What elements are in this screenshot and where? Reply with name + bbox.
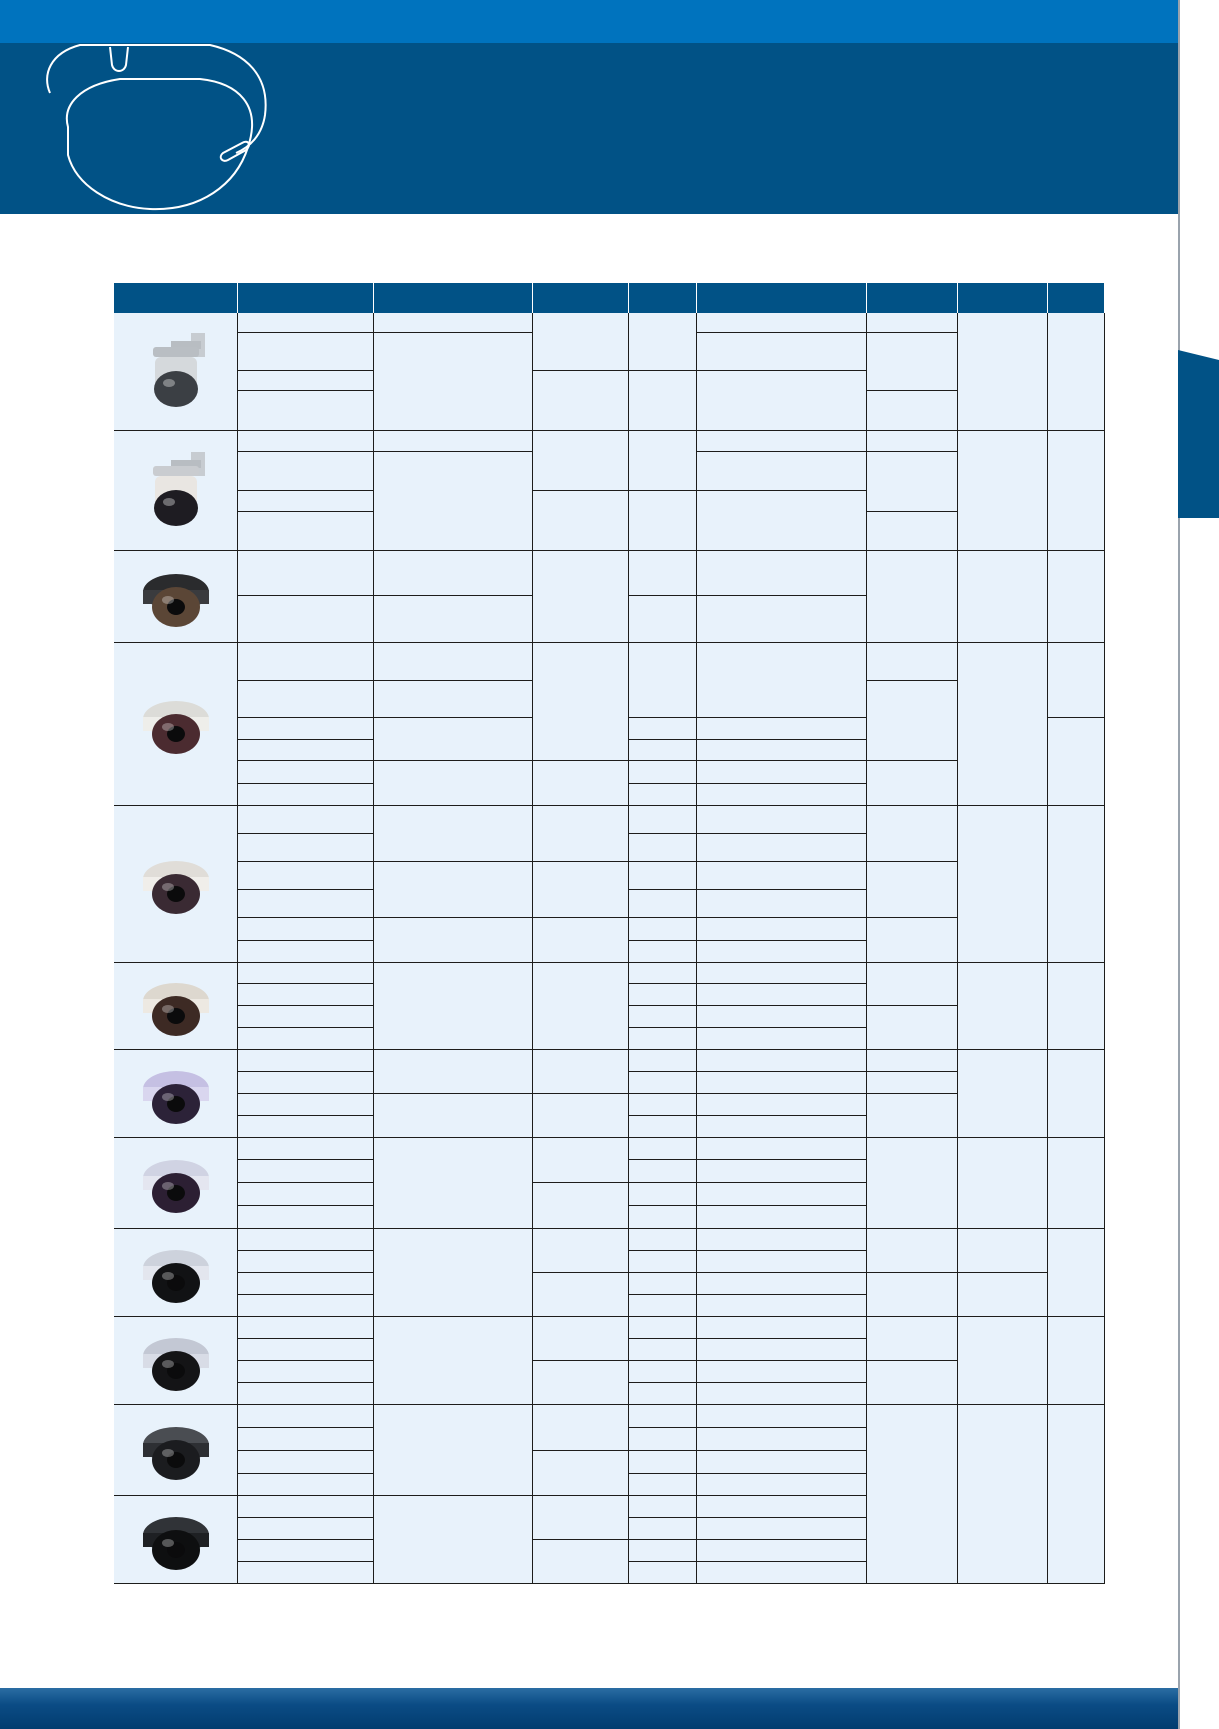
table-cell bbox=[374, 596, 533, 643]
table-cell bbox=[697, 1273, 867, 1295]
table-cell bbox=[238, 1428, 374, 1451]
header-banner bbox=[0, 43, 1178, 214]
table-cell bbox=[533, 1540, 629, 1584]
table-cell bbox=[238, 1451, 374, 1474]
table-cell bbox=[1048, 1229, 1105, 1317]
table-cell bbox=[1048, 963, 1105, 1050]
table-cell bbox=[629, 1562, 697, 1584]
table-cell bbox=[697, 963, 867, 984]
table-cell bbox=[958, 963, 1048, 1050]
table-cell bbox=[238, 1094, 374, 1116]
table-cell bbox=[374, 1405, 533, 1496]
table-cell bbox=[697, 890, 867, 918]
table-cell bbox=[374, 452, 533, 551]
product-photo-cell bbox=[114, 1138, 238, 1229]
product-photo-cell bbox=[114, 643, 238, 806]
table-cell bbox=[533, 1317, 629, 1361]
table-cell bbox=[867, 806, 958, 862]
table-cell bbox=[697, 1050, 867, 1072]
table-cell bbox=[697, 1183, 867, 1206]
table-cell bbox=[629, 761, 697, 784]
table-cell bbox=[867, 1072, 958, 1094]
table-cell bbox=[697, 1428, 867, 1451]
table-cell bbox=[867, 963, 958, 1006]
table-cell bbox=[238, 890, 374, 918]
table-cell bbox=[629, 643, 697, 718]
table-cell bbox=[374, 431, 533, 452]
table-cell bbox=[374, 761, 533, 806]
table-header-cell bbox=[374, 283, 533, 313]
table-cell bbox=[1048, 1138, 1105, 1229]
white-compact-dome-photo bbox=[131, 1138, 221, 1228]
table-cell bbox=[697, 1229, 867, 1251]
table-cell bbox=[629, 1383, 697, 1405]
table-cell bbox=[958, 643, 1048, 806]
ptz-wall-mount-dome-photo bbox=[131, 327, 221, 417]
table-cell bbox=[629, 1317, 697, 1339]
product-photo-cell bbox=[114, 1317, 238, 1405]
product-photo-cell bbox=[114, 1405, 238, 1496]
table-cell bbox=[697, 333, 867, 371]
table-cell bbox=[629, 718, 697, 740]
table-cell bbox=[629, 1361, 697, 1383]
table-cell bbox=[697, 1006, 867, 1028]
table-cell bbox=[629, 784, 697, 806]
table-cell bbox=[867, 431, 958, 452]
table-cell bbox=[533, 1138, 629, 1183]
table-cell bbox=[629, 371, 697, 431]
product-photo-cell bbox=[114, 1496, 238, 1584]
table-cell bbox=[629, 1116, 697, 1138]
table-cell bbox=[958, 1273, 1048, 1317]
table-cell bbox=[867, 643, 958, 681]
table-cell bbox=[238, 1229, 374, 1251]
spec-table bbox=[114, 283, 1105, 1583]
table-cell bbox=[238, 761, 374, 784]
table-cell bbox=[238, 681, 374, 718]
table-cell bbox=[533, 1273, 629, 1317]
table-cell bbox=[533, 1229, 629, 1273]
table-cell bbox=[697, 1138, 867, 1160]
table-cell bbox=[958, 1050, 1048, 1138]
product-photo-cell bbox=[114, 313, 238, 431]
table-cell bbox=[697, 452, 867, 491]
table-cell bbox=[374, 313, 533, 333]
table-cell bbox=[238, 1540, 374, 1562]
table-cell bbox=[238, 806, 374, 834]
table-cell bbox=[533, 643, 629, 761]
table-cell bbox=[533, 1361, 629, 1405]
table-cell bbox=[238, 1050, 374, 1072]
table-cell bbox=[697, 1295, 867, 1317]
table-cell bbox=[958, 806, 1048, 963]
product-photo-cell bbox=[114, 806, 238, 963]
table-cell bbox=[697, 1540, 867, 1562]
table-cell bbox=[629, 1072, 697, 1094]
product-photo-cell bbox=[114, 1050, 238, 1138]
table-cell bbox=[238, 984, 374, 1006]
table-cell bbox=[697, 1474, 867, 1496]
black-lens-dome-photo bbox=[131, 1228, 221, 1318]
table-cell bbox=[533, 431, 629, 491]
table-cell bbox=[533, 491, 629, 551]
table-cell bbox=[867, 512, 958, 551]
table-cell bbox=[1048, 1317, 1105, 1405]
table-cell bbox=[697, 1361, 867, 1383]
table-cell bbox=[697, 718, 867, 740]
table-cell bbox=[697, 740, 867, 761]
table-header-cell bbox=[114, 283, 238, 313]
table-cell bbox=[697, 862, 867, 890]
table-cell bbox=[533, 313, 629, 371]
table-cell bbox=[533, 862, 629, 918]
table-cell bbox=[238, 1206, 374, 1229]
table-cell bbox=[374, 1138, 533, 1229]
table-cell bbox=[238, 1116, 374, 1138]
black-mini-dome-photo bbox=[131, 1405, 221, 1495]
table-cell bbox=[629, 834, 697, 862]
table-cell bbox=[629, 1251, 697, 1273]
table-cell bbox=[958, 1138, 1048, 1229]
table-cell bbox=[867, 918, 958, 963]
top-color-strip bbox=[0, 0, 1178, 43]
table-cell bbox=[629, 313, 697, 371]
table-cell bbox=[697, 1383, 867, 1405]
table-cell bbox=[697, 1072, 867, 1094]
table-cell bbox=[867, 1405, 958, 1584]
table-cell bbox=[697, 984, 867, 1006]
footer-bar bbox=[0, 1688, 1178, 1729]
table-cell bbox=[629, 1540, 697, 1562]
table-cell bbox=[697, 1518, 867, 1540]
table-cell bbox=[629, 1094, 697, 1116]
table-cell bbox=[1048, 806, 1105, 963]
table-cell bbox=[629, 1138, 697, 1160]
table-cell bbox=[374, 1496, 533, 1584]
table-cell bbox=[867, 862, 958, 918]
table-cell bbox=[697, 431, 867, 452]
table-cell bbox=[867, 1094, 958, 1138]
table-cell bbox=[533, 918, 629, 963]
dark-ceiling-dome-photo bbox=[131, 552, 221, 642]
table-cell bbox=[238, 371, 374, 391]
table-cell bbox=[629, 1160, 697, 1183]
dome-camera-outline-icon bbox=[40, 43, 280, 214]
table-cell bbox=[374, 1229, 533, 1317]
table-cell bbox=[958, 313, 1048, 431]
table-cell bbox=[374, 918, 533, 963]
chapter-tab bbox=[1178, 350, 1219, 518]
table-cell bbox=[238, 740, 374, 761]
table-cell bbox=[238, 1183, 374, 1206]
table-cell bbox=[238, 431, 374, 452]
table-cell bbox=[238, 1160, 374, 1183]
table-cell bbox=[533, 761, 629, 806]
table-cell bbox=[238, 596, 374, 643]
table-cell bbox=[1048, 643, 1105, 718]
vandal-ir-dome-photo bbox=[131, 679, 221, 769]
table-cell bbox=[238, 1339, 374, 1361]
table-cell bbox=[238, 918, 374, 941]
table-cell bbox=[533, 1094, 629, 1138]
table-cell bbox=[697, 1451, 867, 1474]
table-cell bbox=[533, 1050, 629, 1094]
table-cell bbox=[533, 963, 629, 1050]
table-cell bbox=[867, 1138, 958, 1229]
table-cell bbox=[533, 1451, 629, 1496]
table-cell bbox=[629, 596, 697, 643]
table-cell bbox=[629, 1050, 697, 1072]
table-cell bbox=[867, 761, 958, 806]
table-cell bbox=[374, 1317, 533, 1405]
table-cell bbox=[697, 1496, 867, 1518]
table-cell bbox=[238, 452, 374, 491]
table-cell bbox=[867, 1361, 958, 1405]
table-cell bbox=[629, 551, 697, 596]
table-cell bbox=[867, 1006, 958, 1050]
table-cell bbox=[629, 806, 697, 834]
table-header-cell bbox=[1048, 283, 1105, 313]
table-cell bbox=[238, 1295, 374, 1317]
table-cell bbox=[629, 740, 697, 761]
table-cell bbox=[374, 806, 533, 862]
table-cell bbox=[958, 1317, 1048, 1405]
table-cell bbox=[374, 681, 533, 718]
table-cell bbox=[374, 862, 533, 918]
table-cell bbox=[1048, 1050, 1105, 1138]
table-cell bbox=[867, 1273, 958, 1317]
page-edge-rule bbox=[1178, 0, 1180, 1729]
table-cell bbox=[238, 333, 374, 371]
table-cell bbox=[867, 333, 958, 391]
product-photo-cell bbox=[114, 963, 238, 1050]
black-small-dome-photo bbox=[131, 1495, 221, 1585]
table-cell bbox=[867, 1050, 958, 1072]
table-cell bbox=[958, 551, 1048, 643]
table-cell bbox=[238, 963, 374, 984]
table-cell bbox=[958, 1229, 1048, 1273]
table-cell bbox=[867, 551, 958, 643]
table-cell bbox=[238, 512, 374, 551]
violet-dome-photo bbox=[131, 1049, 221, 1139]
table-cell bbox=[238, 1072, 374, 1094]
table-cell bbox=[697, 941, 867, 963]
table-cell bbox=[697, 1116, 867, 1138]
table-cell bbox=[238, 1317, 374, 1339]
table-cell bbox=[629, 1028, 697, 1050]
table-cell bbox=[238, 1474, 374, 1496]
table-header-cell bbox=[867, 283, 958, 313]
table-cell bbox=[533, 806, 629, 862]
table-cell bbox=[1048, 718, 1105, 806]
table-cell bbox=[867, 313, 958, 333]
table-cell bbox=[238, 1138, 374, 1160]
table-cell bbox=[697, 643, 867, 718]
table-cell bbox=[1048, 431, 1105, 551]
table-cell bbox=[238, 1383, 374, 1405]
table-cell bbox=[238, 1518, 374, 1540]
table-cell bbox=[697, 596, 867, 643]
table-cell bbox=[697, 1206, 867, 1229]
table-cell bbox=[238, 1028, 374, 1050]
table-cell bbox=[629, 918, 697, 941]
table-cell bbox=[374, 1050, 533, 1094]
table-cell bbox=[238, 862, 374, 890]
table-cell bbox=[629, 1518, 697, 1540]
table-cell bbox=[629, 1474, 697, 1496]
table-cell bbox=[629, 1295, 697, 1317]
table-cell bbox=[374, 718, 533, 761]
table-cell bbox=[697, 1562, 867, 1584]
table-cell bbox=[697, 1160, 867, 1183]
table-cell bbox=[697, 313, 867, 333]
table-cell bbox=[629, 1229, 697, 1251]
table-cell bbox=[629, 941, 697, 963]
table-cell bbox=[867, 452, 958, 512]
table-cell bbox=[697, 761, 867, 784]
table-cell bbox=[629, 431, 697, 491]
table-cell bbox=[374, 333, 533, 431]
table-cell bbox=[238, 1273, 374, 1295]
table-header-cell bbox=[958, 283, 1048, 313]
table-cell bbox=[238, 1251, 374, 1273]
table-cell bbox=[1048, 551, 1105, 643]
table-cell bbox=[867, 391, 958, 431]
table-cell bbox=[697, 371, 867, 431]
table-cell bbox=[238, 551, 374, 596]
white-varifocal-dome-photo bbox=[131, 961, 221, 1051]
table-cell bbox=[238, 1496, 374, 1518]
table-cell bbox=[374, 1094, 533, 1138]
table-header-cell bbox=[697, 283, 867, 313]
table-cell bbox=[958, 1405, 1048, 1584]
table-cell bbox=[629, 1273, 697, 1295]
table-cell bbox=[238, 643, 374, 681]
table-cell bbox=[238, 1361, 374, 1383]
table-cell bbox=[697, 1405, 867, 1428]
table-cell bbox=[697, 1251, 867, 1273]
table-cell bbox=[238, 1405, 374, 1428]
table-cell bbox=[867, 1229, 958, 1273]
table-cell bbox=[867, 1317, 958, 1361]
table-cell bbox=[697, 491, 867, 551]
table-cell bbox=[374, 551, 533, 596]
table-cell bbox=[238, 941, 374, 963]
table-cell bbox=[238, 784, 374, 806]
table-cell bbox=[1048, 1405, 1105, 1584]
table-cell bbox=[629, 1206, 697, 1229]
table-header-cell bbox=[533, 283, 629, 313]
table-cell bbox=[697, 918, 867, 941]
table-cell bbox=[1048, 313, 1105, 431]
table-cell bbox=[629, 890, 697, 918]
table-cell bbox=[533, 1405, 629, 1451]
table-cell bbox=[374, 643, 533, 681]
table-cell bbox=[958, 431, 1048, 551]
grey-mini-dome-photo bbox=[131, 1316, 221, 1406]
table-cell bbox=[238, 491, 374, 512]
table-cell bbox=[697, 784, 867, 806]
table-header-cell bbox=[629, 283, 697, 313]
product-photo-cell bbox=[114, 1229, 238, 1317]
table-cell bbox=[533, 371, 629, 431]
table-cell bbox=[697, 551, 867, 596]
table-cell bbox=[697, 806, 867, 834]
table-cell bbox=[629, 963, 697, 984]
table-cell bbox=[238, 834, 374, 862]
table-cell bbox=[629, 1428, 697, 1451]
white-ir-dome-photo bbox=[131, 839, 221, 929]
table-cell bbox=[238, 1006, 374, 1028]
table-cell bbox=[629, 491, 697, 551]
table-cell bbox=[629, 1183, 697, 1206]
table-cell bbox=[629, 1339, 697, 1361]
table-cell bbox=[533, 1496, 629, 1540]
table-cell bbox=[374, 963, 533, 1050]
table-cell bbox=[629, 984, 697, 1006]
table-cell bbox=[697, 1094, 867, 1116]
table-cell bbox=[238, 718, 374, 740]
table-cell bbox=[867, 681, 958, 761]
table-cell bbox=[697, 834, 867, 862]
table-cell bbox=[629, 1006, 697, 1028]
table-cell bbox=[697, 1317, 867, 1339]
table-cell bbox=[238, 391, 374, 431]
table-cell bbox=[629, 1451, 697, 1474]
table-cell bbox=[238, 313, 374, 333]
table-cell bbox=[629, 862, 697, 890]
table-cell bbox=[629, 1405, 697, 1428]
table-cell bbox=[697, 1339, 867, 1361]
table-cell bbox=[629, 1496, 697, 1518]
product-photo-cell bbox=[114, 551, 238, 643]
table-cell bbox=[238, 1562, 374, 1584]
table-cell bbox=[697, 1028, 867, 1050]
table-header-cell bbox=[238, 283, 374, 313]
table-cell bbox=[533, 1183, 629, 1229]
ptz-ceiling-dome-photo bbox=[131, 446, 221, 536]
table-cell bbox=[533, 551, 629, 643]
product-photo-cell bbox=[114, 431, 238, 551]
